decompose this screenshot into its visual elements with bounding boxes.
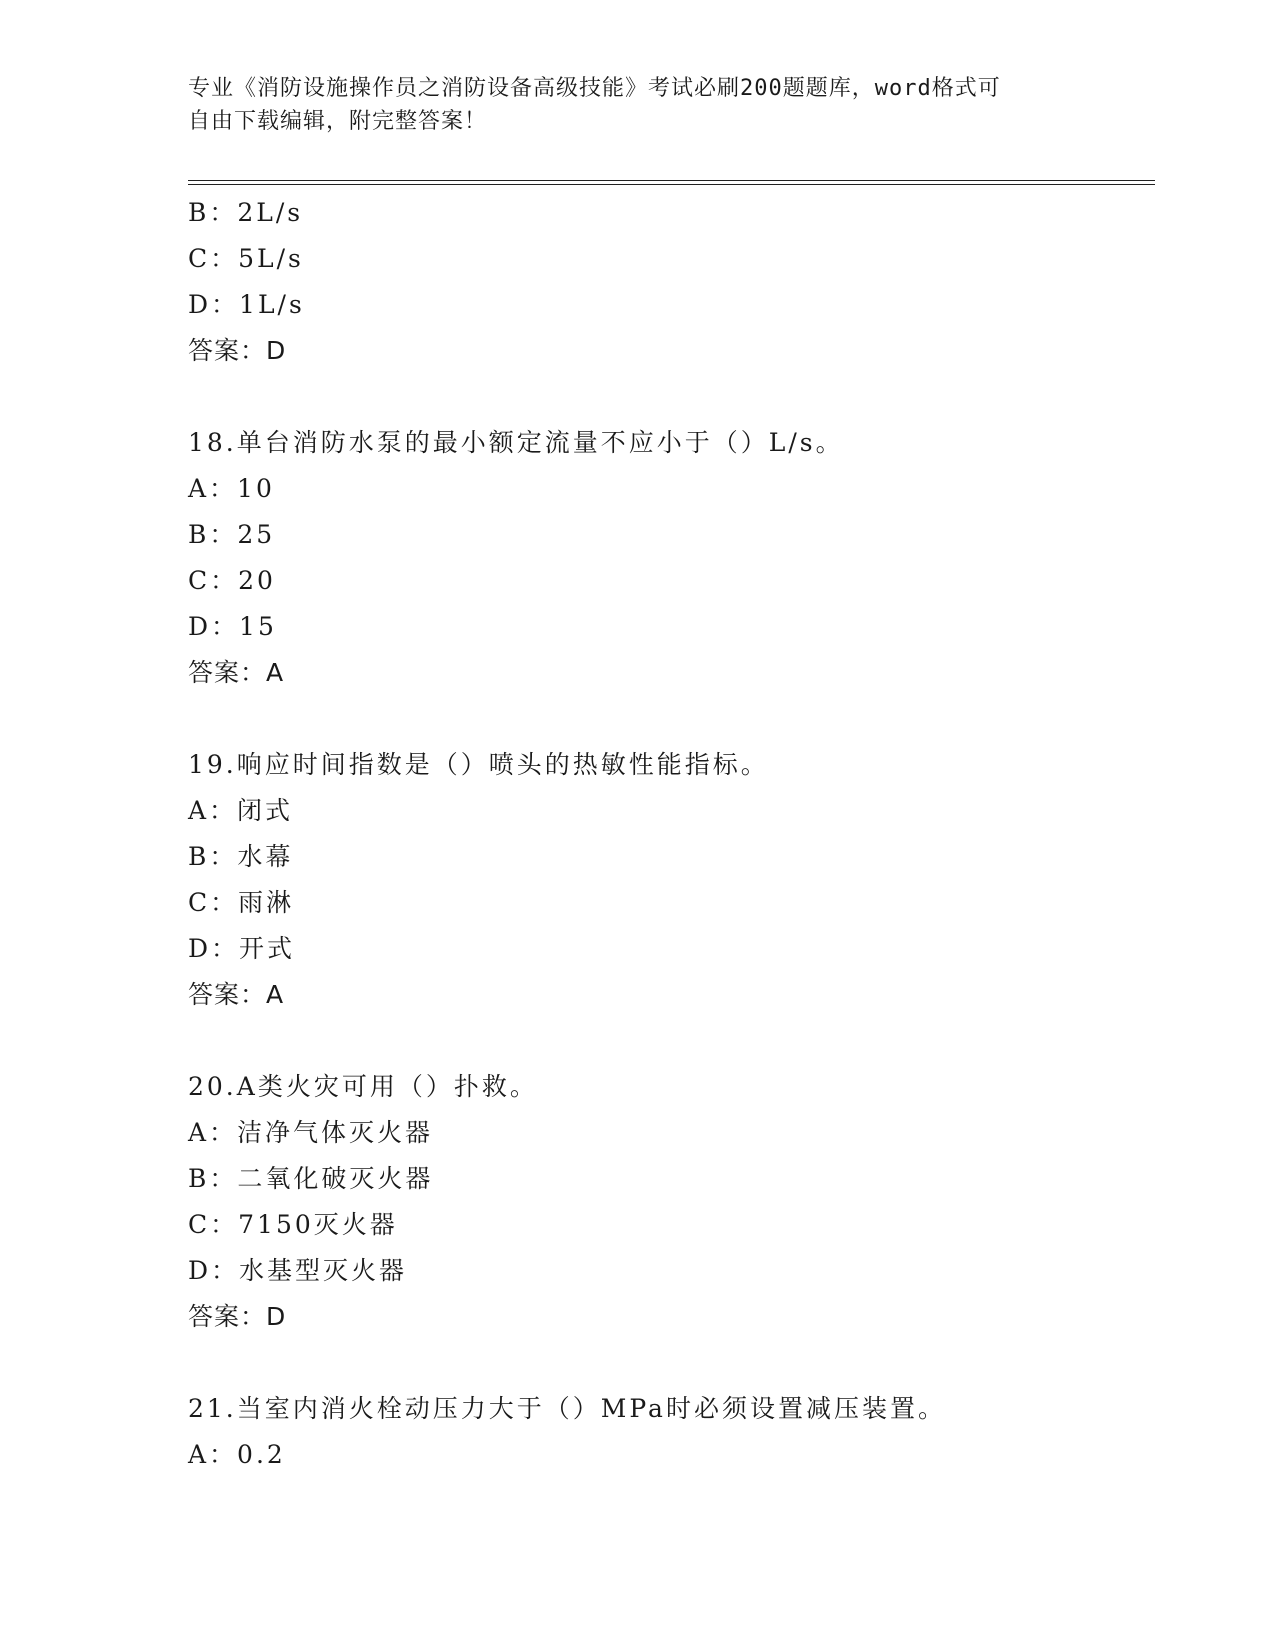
option-d: D：开式	[188, 934, 296, 963]
question-18-block	[188, 420, 1148, 696]
option-b: B：二氧化破灭火器	[188, 1164, 434, 1193]
option-c: C：雨淋	[188, 888, 295, 917]
question-text: 21.当室内消火栓动压力大于（）MPa时必须设置减压装置。	[188, 1394, 946, 1423]
option-a: A：闭式	[188, 796, 294, 825]
question-text: 18.单台消防水泵的最小额定流量不应小于（）L/s。	[188, 428, 844, 457]
spacer	[188, 696, 1148, 742]
question-20-block	[188, 1064, 1148, 1340]
option-b: B：25	[188, 520, 276, 549]
question-21-block	[188, 1386, 1148, 1478]
option-b: B：水幕	[188, 842, 294, 871]
answer-label: 答案：D	[188, 336, 287, 365]
question-text: 19.响应时间指数是（）喷头的热敏性能指标。	[188, 750, 769, 779]
header-divider-bottom	[188, 184, 1155, 185]
option-d: D：1L/s	[188, 290, 305, 319]
spacer	[188, 1340, 1148, 1386]
header-line-2: 自由下载编辑，附完整答案！	[188, 109, 488, 134]
option-a: A：洁净气体灭火器	[188, 1118, 434, 1147]
option-a: A：10	[188, 474, 275, 503]
question-19-block	[188, 742, 1148, 1018]
answer-label: 答案：D	[188, 1302, 287, 1331]
spacer	[188, 1018, 1148, 1064]
answer-label: 答案：A	[188, 658, 285, 687]
option-d: D：15	[188, 612, 277, 641]
header-divider-top	[188, 180, 1155, 181]
option-a: A：0.2	[188, 1440, 286, 1469]
option-c: C：5L/s	[188, 244, 304, 273]
option-c: C：20	[188, 566, 276, 595]
question-17-block	[188, 190, 1148, 374]
document-header	[188, 72, 1068, 138]
answer-label: 答案：A	[188, 980, 285, 1009]
spacer	[188, 374, 1148, 420]
option-d: D：水基型灭火器	[188, 1256, 408, 1285]
header-line-1: 专业《消防设施操作员之消防设备高级技能》考试必刷200题题库，word格式可	[188, 76, 1001, 101]
option-c: C：7150灭火器	[188, 1210, 398, 1239]
question-list	[188, 190, 1148, 1478]
question-text: 20.A类火灾可用（）扑救。	[188, 1072, 538, 1101]
option-b: B：2L/s	[188, 198, 304, 227]
